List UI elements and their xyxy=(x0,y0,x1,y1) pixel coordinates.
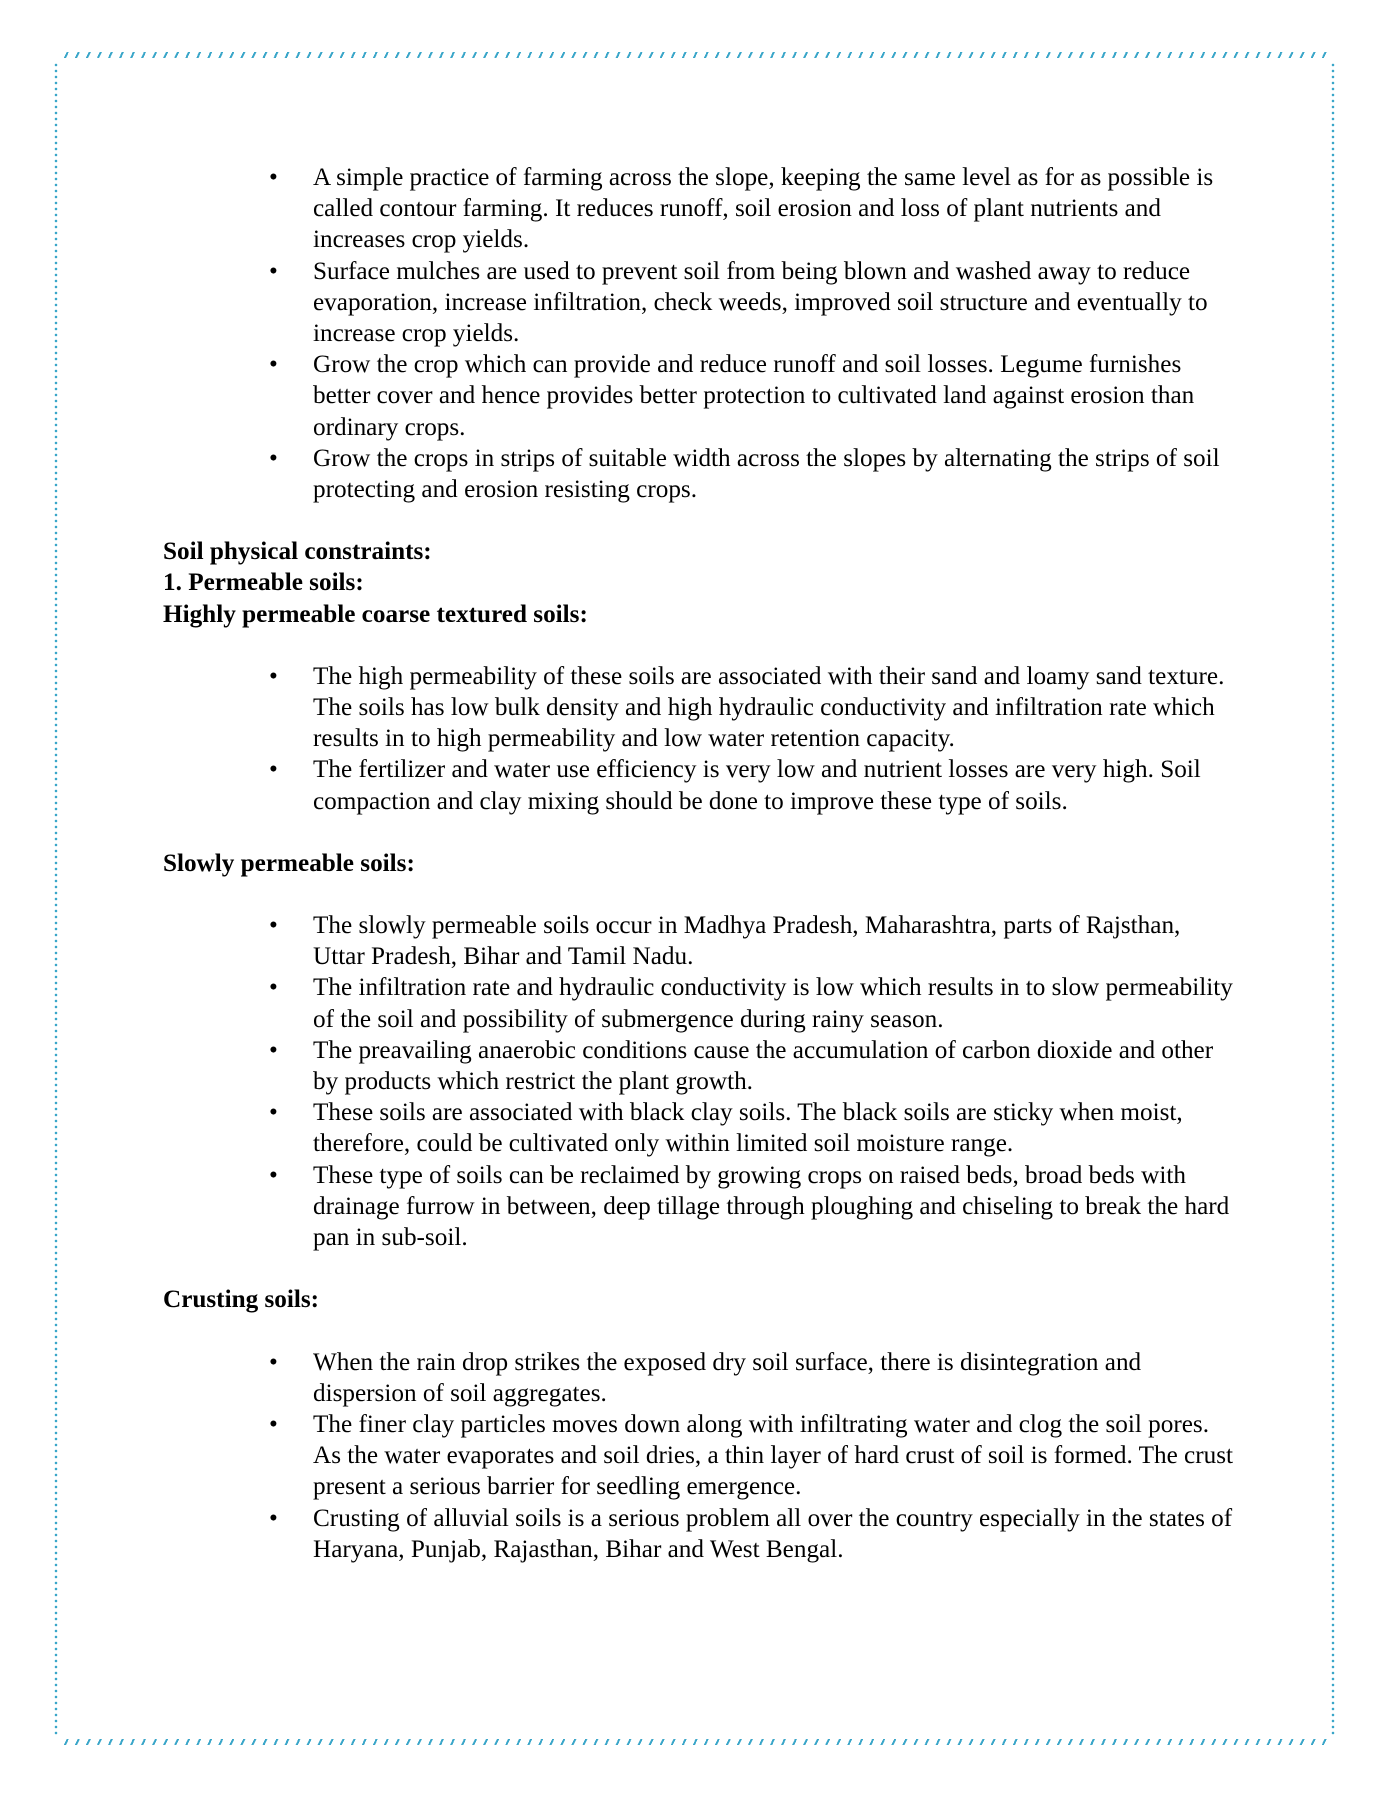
list-item: • The high permeability of these soils are associated with their sand and loamy sand texture. The soils has low bulk density and high hydraulic conductivity and infiltration rate which results in to high permeability and low water retention capacity. xyxy=(163,661,1238,755)
list-item: • Grow the crops in strips of suitable width across the slopes by alternating the strips of soil protecting and erosion resisting crops. xyxy=(163,443,1238,505)
section-heading-soil-physical-constraints: Soil physical constraints: xyxy=(163,538,432,566)
list-item: • The finer clay particles moves down along with infiltrating water and clog the soil pores. As the water evaporates and soil dries, a thin layer of hard crust of soil is formed. The crust present a serious barrier for seedling emergence. xyxy=(163,1409,1238,1503)
list-item: • The preavailing anaerobic conditions cause the accumulation of carbon dioxide and other by products which restrict the plant growth. xyxy=(163,1035,1238,1097)
bullet-list-slowly-permeable xyxy=(163,910,1238,1253)
list-item: • Surface mulches are used to prevent soil from being blown and washed away to reduce evaporation, increase infiltration, check weeds, improved soil structure and eventually to increase crop yields. xyxy=(163,256,1238,350)
page-border-bottom xyxy=(60,1739,1328,1745)
section-heading-slowly-permeable-soils: Slowly permeable soils: xyxy=(163,849,415,877)
section-heading-highly-permeable-soils: Highly permeable coarse textured soils: xyxy=(163,600,588,628)
bullet-list-crusting-soils xyxy=(163,1347,1238,1565)
list-item: • When the rain drop strikes the exposed dry soil surface, there is disintegration and dispersion of soil aggregates. xyxy=(163,1347,1238,1409)
page-border-left xyxy=(54,62,58,1736)
list-item: • The slowly permeable soils occur in Madhya Pradesh, Maharashtra, parts of Rajsthan, Uttar Pradesh, Bihar and Tamil Nadu. xyxy=(163,910,1238,972)
list-item: • These soils are associated with black clay soils. The black soils are sticky when moist, therefore, could be cultivated only within limited soil moisture range. xyxy=(163,1097,1238,1159)
list-item: • A simple practice of farming across the slope, keeping the same level as for as possible is called contour farming. It reduces runoff, soil erosion and loss of plant nutrients and increases crop yields. xyxy=(163,162,1238,256)
page-border-right xyxy=(1331,62,1335,1736)
section-heading-crusting-soils: Crusting soils: xyxy=(163,1286,320,1314)
page-border-top xyxy=(60,52,1328,58)
list-item: • Grow the crop which can provide and reduce runoff and soil losses. Legume furnishes better cover and hence provides better protection to cultivated land against erosion than ordinary crops. xyxy=(163,349,1238,443)
bullet-list-highly-permeable xyxy=(163,661,1238,817)
bullet-list-erosion-practices xyxy=(163,162,1238,505)
list-item: • The fertilizer and water use efficiency is very low and nutrient losses are very high. Soil compaction and clay mixing should be done to improve these type of soils. xyxy=(163,754,1238,816)
list-item: • These type of soils can be reclaimed by growing crops on raised beds, broad beds with drainage furrow in between, deep tillage through ploughing and chiseling to break the hard pan in sub-soil. xyxy=(163,1160,1238,1254)
section-heading-permeable-soils: 1. Permeable soils: xyxy=(163,569,364,597)
list-item: • The infiltration rate and hydraulic conductivity is low which results in to slow permeability of the soil and possibility of submergence during rainy season. xyxy=(163,972,1238,1034)
document-body xyxy=(163,162,1238,1565)
list-item: • Crusting of alluvial soils is a serious problem all over the country especially in the states of Haryana, Punjab, Rajasthan, Bihar and West Bengal. xyxy=(163,1503,1238,1565)
